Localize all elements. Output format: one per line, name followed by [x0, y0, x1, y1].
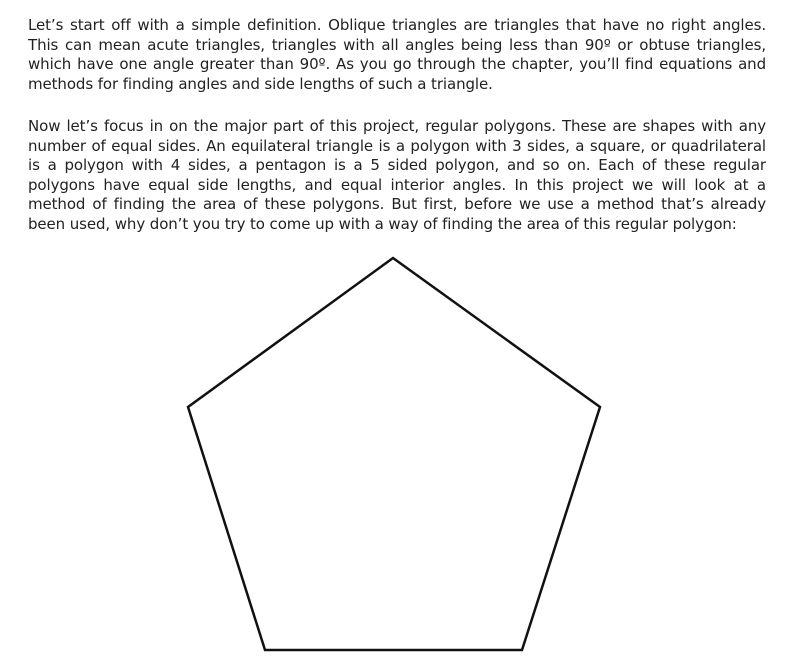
pentagon-shape: [188, 258, 600, 650]
paragraph-oblique-triangles: Let’s start off with a simple definition. Oblique triangles are triangles that have no right angles. This can mean acute triangles, triangles with all angles being less than 90º or obtuse triangles, which have one angle greater than 90º. As you go through the chapter, you’ll find equations and methods for finding angles and side lengths of such a triangle.: [28, 16, 766, 93]
paragraph-regular-polygons: Now let’s focus in on the major part of this project, regular polygons. These are shapes with any number of equal sides. An equilateral triangle is a polygon with 3 sides, a square, or quadrilateral is a polygon with 4 sides, a pentagon is a 5 sided polygon, and so on. Each of these regular polygons have equal side lengths, and equal interior angles. In this project we will look at a method of finding the area of these polygons. But first, before we use a method that’s already been used, why don’t you try to come up with a way of finding the area of this regular polygon:: [28, 117, 766, 233]
